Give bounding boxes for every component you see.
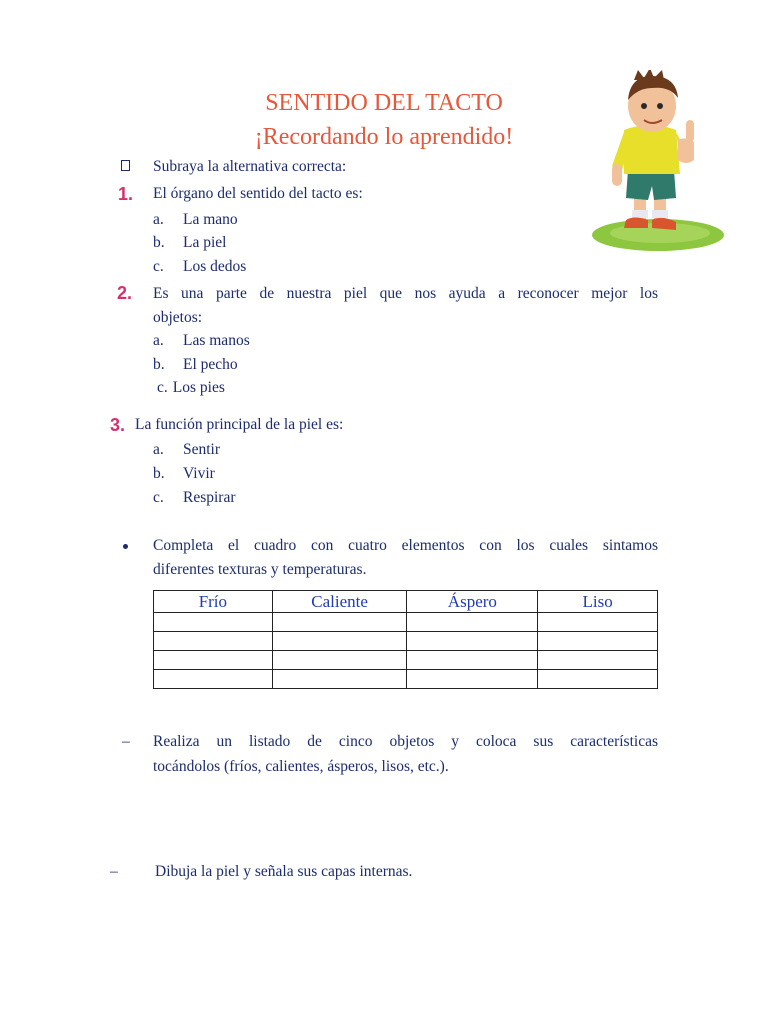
instruction-text: Subraya la alternativa correcta: (153, 158, 347, 175)
table-cell[interactable] (538, 670, 658, 689)
checkbox-bullet-icon (121, 160, 130, 171)
page-subtitle: ¡Recordando lo aprendido! (254, 124, 514, 150)
table-header-cell: Áspero (407, 591, 538, 613)
q2-option-c: c. Los pies (157, 379, 225, 396)
bullet-dot-icon (123, 544, 128, 549)
q2-option-a: a. Las manos (153, 332, 250, 349)
q3-option-a: a. Sentir (153, 441, 221, 458)
task-2-line2: tocándolos (fríos, calientes, ásperos, lisos, etc.). (153, 758, 449, 775)
page-title: SENTIDO DEL TACTO (265, 90, 503, 116)
table-cell[interactable] (407, 613, 538, 632)
table-row (154, 632, 658, 651)
task-1-line2: diferentes texturas y temperaturas. (153, 561, 367, 578)
table-row (154, 613, 658, 632)
question-3-text: La función principal de la piel es: (135, 416, 344, 433)
table-cell[interactable] (407, 651, 538, 670)
q3-option-b: b. Vivir (153, 465, 215, 482)
table-header-cell: Caliente (272, 591, 407, 613)
table-header-cell: Liso (538, 591, 658, 613)
q1-option-a: a. La mano (153, 211, 238, 228)
table-row (154, 651, 658, 670)
boy-thumbs-up-illustration (590, 70, 726, 255)
q1-option-c: c. Los dedos (153, 258, 247, 275)
table-cell[interactable] (272, 613, 407, 632)
textures-table (153, 590, 658, 689)
table-cell[interactable] (272, 632, 407, 651)
table-cell[interactable] (538, 651, 658, 670)
question-2-text-line1: Es una parte de nuestra piel que nos ayuda a reconocer mejor los (153, 285, 658, 302)
table-cell[interactable] (538, 632, 658, 651)
table-cell[interactable] (154, 670, 273, 689)
question-number-1: 1. (118, 184, 134, 204)
table-row (154, 670, 658, 689)
table-cell[interactable] (154, 613, 273, 632)
task-2-marker: – (122, 733, 130, 750)
question-2-text-line2: objetos: (153, 309, 203, 326)
table-header-cell: Frío (154, 591, 273, 613)
q2-option-b: b. El pecho (153, 356, 238, 373)
q3-option-c: c. Respirar (153, 489, 236, 506)
task-2-line1: Realiza un listado de cinco objetos y coloca sus características (153, 733, 658, 750)
table-cell[interactable] (407, 632, 538, 651)
question-1-text: El órgano del sentido del tacto es: (153, 185, 363, 202)
table-cell[interactable] (538, 613, 658, 632)
task-3-marker: – (110, 863, 118, 880)
task-1-line1: Completa el cuadro con cuatro elementos con los cuales sintamos (153, 537, 658, 554)
table-cell[interactable] (154, 651, 273, 670)
table-cell[interactable] (407, 670, 538, 689)
question-number-3: 3. (110, 415, 126, 435)
table-cell[interactable] (154, 632, 273, 651)
table-cell[interactable] (272, 670, 407, 689)
q1-option-b: b. La piel (153, 234, 227, 251)
task-3-text: Dibuja la piel y señala sus capas internas. (155, 863, 413, 880)
table-cell[interactable] (272, 651, 407, 670)
table-header-row (154, 591, 658, 613)
question-number-2: 2. (117, 283, 133, 303)
